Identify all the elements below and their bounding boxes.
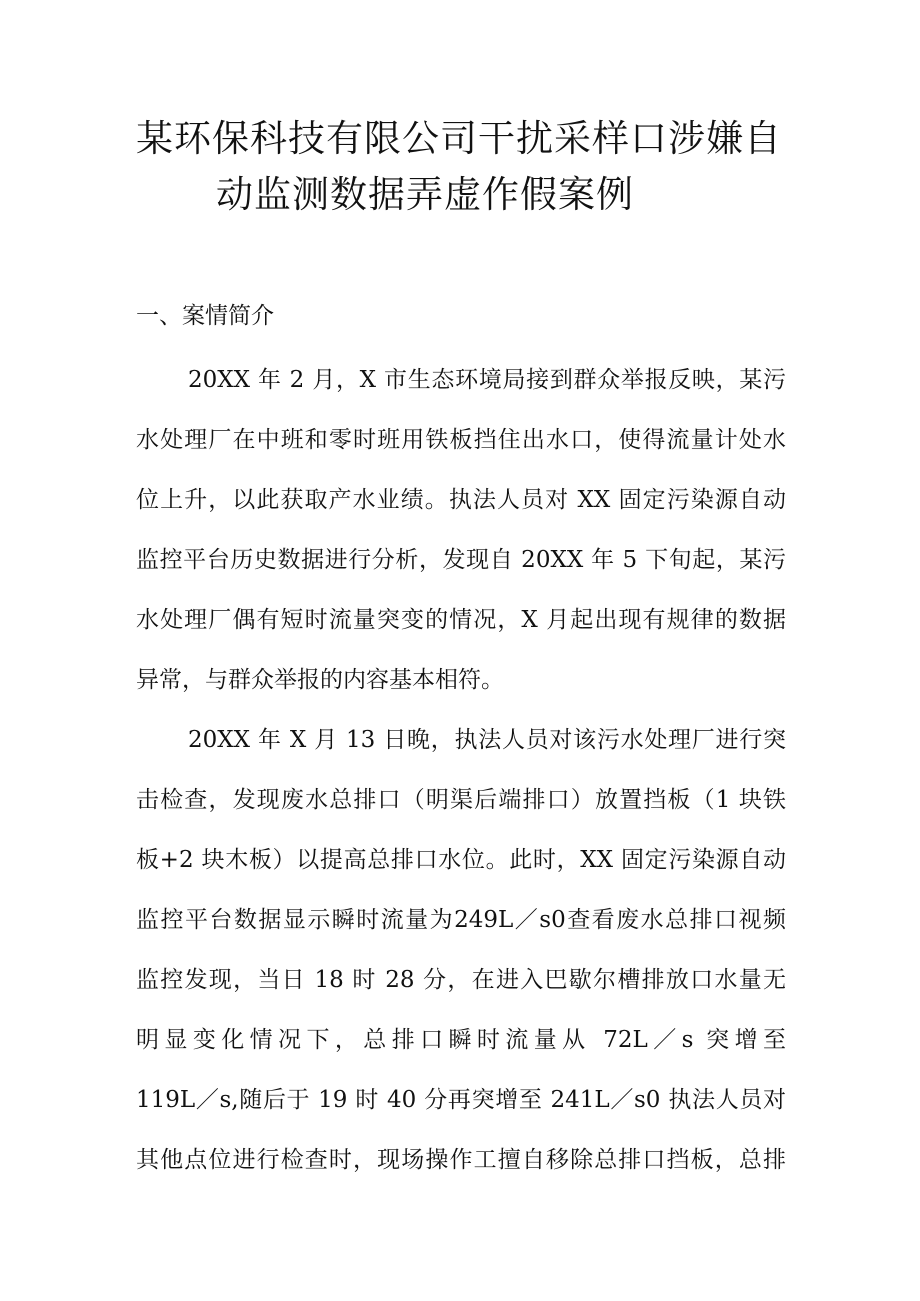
paragraph-1-line-5: 水处理厂偶有短时流量突变的情况，X 月起出现有规律的数据 (136, 607, 786, 633)
paragraph-2-line-3: 板+2 块木板）以提高总排口水位。此时，XX 固定污染源自动 (136, 847, 786, 873)
paragraph-2-line-4: 监控平台数据显示瞬时流量为249L／s0查看废水总排口视频 (136, 907, 786, 933)
paragraph-1-line-2: 水处理厂在中班和零时班用铁板挡住出水口，使得流量计处水 (136, 427, 786, 453)
paragraph-1-line-4: 监控平台历史数据进行分析，发现自 20XX 年 5 下旬起，某污 (136, 547, 786, 573)
paragraph-2-line-1: 20XX 年 X 月 13 日晚，执法人员对该污水处理厂进行突 (188, 727, 786, 753)
section-heading: 一、案情简介 (136, 303, 274, 329)
paragraph-2-line-8: 其他点位进行检查时，现场操作工擅自移除总排口挡板，总排 (136, 1147, 786, 1173)
paragraph-2-line-5: 监控发现，当日 18 时 28 分，在进入巴歇尔槽排放口水量无 (136, 967, 786, 993)
document-title-line-2: 动监测数据弄虚作假案例 (216, 173, 634, 216)
document-title-line-1: 某环保科技有限公司干扰采样口涉嫌自 (136, 117, 782, 160)
paragraph-1-line-1: 20XX 年 2 月，X 市生态环境局接到群众举报反映，某污 (188, 367, 786, 393)
paragraph-1-line-3: 位上升，以此获取产水业绩。执法人员对 XX 固定污染源自动 (136, 487, 786, 513)
paragraph-2-line-7: 119L／s,随后于 19 时 40 分再突增至 241L／s0 执法人员对 (136, 1087, 786, 1113)
paragraph-2-line-6: 明显变化情况下，总排口瞬时流量从 72L／s 突增至 (136, 1027, 786, 1053)
paragraph-2-line-2: 击检查，发现废水总排口（明渠后端排口）放置挡板（1 块铁 (136, 787, 786, 813)
paragraph-1-line-6: 异常，与群众举报的内容基本相符。 (136, 667, 504, 693)
